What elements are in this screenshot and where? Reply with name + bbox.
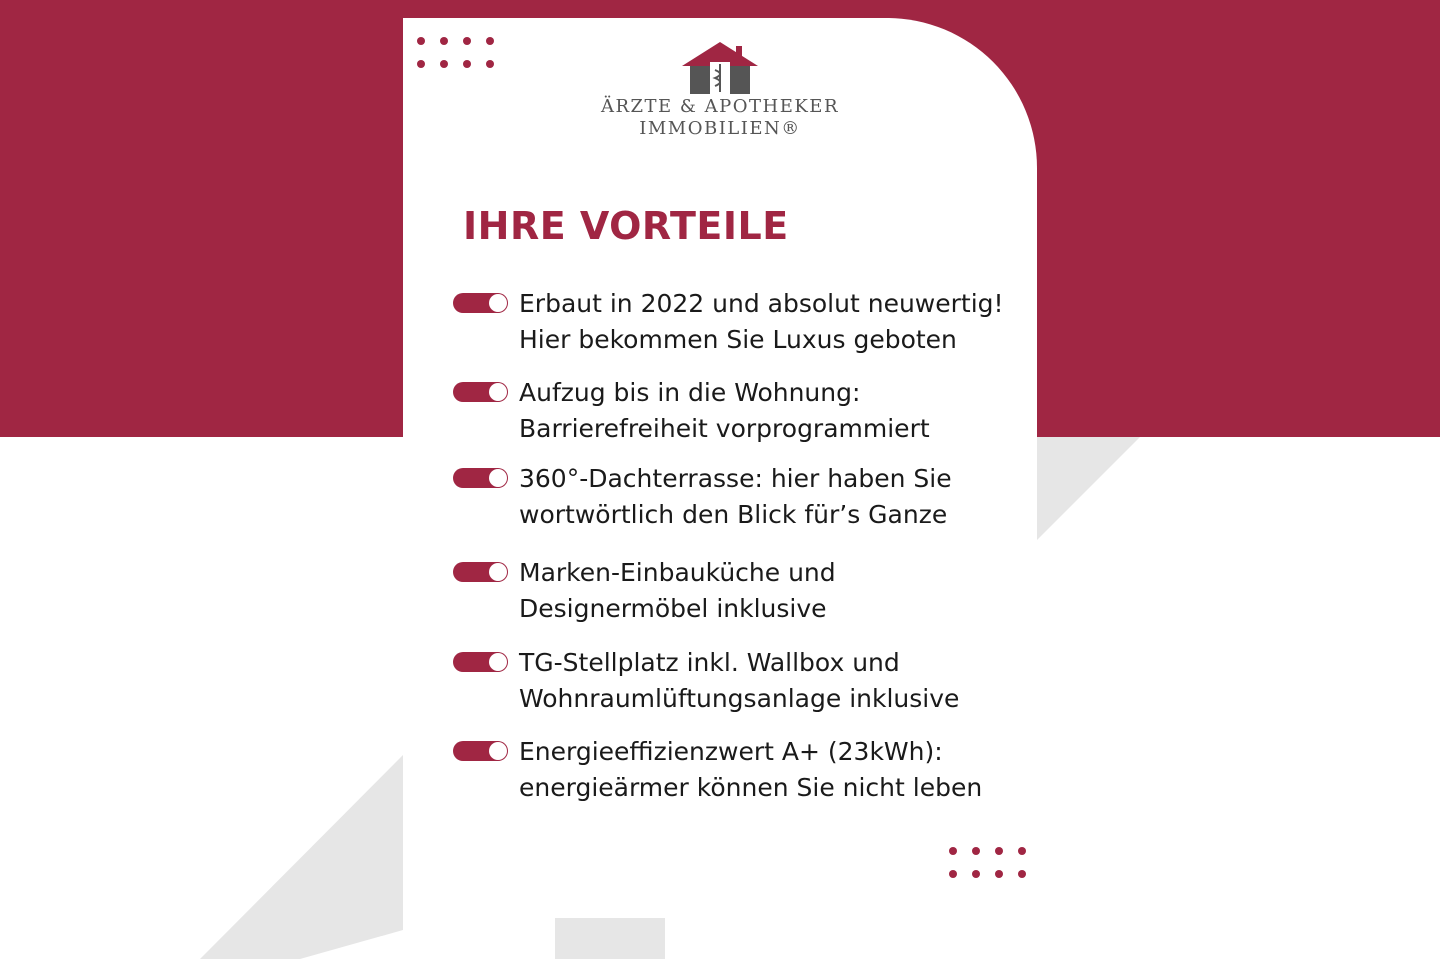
- toggle-icon: [453, 382, 508, 402]
- benefit-line-2: Barrierefreiheit vorprogrammiert: [519, 414, 930, 443]
- diagonal-shape-bottom-2: [555, 915, 665, 959]
- toggle-icon: [453, 293, 508, 313]
- diagonal-shape-bottom: [200, 755, 403, 959]
- toggle-icon: [453, 468, 508, 488]
- benefit-line-2: Hier bekommen Sie Luxus geboten: [519, 325, 957, 354]
- logo-line-2: IMMOBILIEN®: [639, 118, 801, 139]
- toggle-icon: [453, 741, 508, 761]
- benefit-line-2: Designermöbel inklusive: [519, 594, 827, 623]
- decorative-dots-bottom: [949, 847, 1026, 878]
- house-caduceus-icon: [680, 40, 760, 96]
- benefit-line-1: Energieeffizienzwert A+ (23kWh):: [519, 737, 943, 766]
- toggle-icon: [453, 562, 508, 582]
- benefit-line-2: wortwörtlich den Blick für’s Ganze: [519, 500, 948, 529]
- benefit-line-2: energieärmer können Sie nicht leben: [519, 773, 983, 802]
- benefit-line-1: Aufzug bis in die Wohnung:: [519, 378, 861, 407]
- logo-line-1: ÄRZTE & APOTHEKER: [600, 96, 840, 117]
- benefit-line-1: 360°-Dachterrasse: hier haben Sie: [519, 464, 952, 493]
- benefit-line-1: Marken-Einbauküche und: [519, 558, 836, 587]
- page-title: IHRE VORTEILE: [463, 204, 789, 248]
- company-logo: [403, 40, 1037, 140]
- benefits-card: [403, 18, 1037, 918]
- toggle-icon: [453, 652, 508, 672]
- benefit-line-1: Erbaut in 2022 und absolut neuwertig!: [519, 289, 1004, 318]
- benefit-line-2: Wohnraumlüftungsanlage inklusive: [519, 684, 960, 713]
- benefit-line-1: TG-Stellplatz inkl. Wallbox und: [519, 648, 900, 677]
- diagonal-shape-right: [1037, 437, 1140, 540]
